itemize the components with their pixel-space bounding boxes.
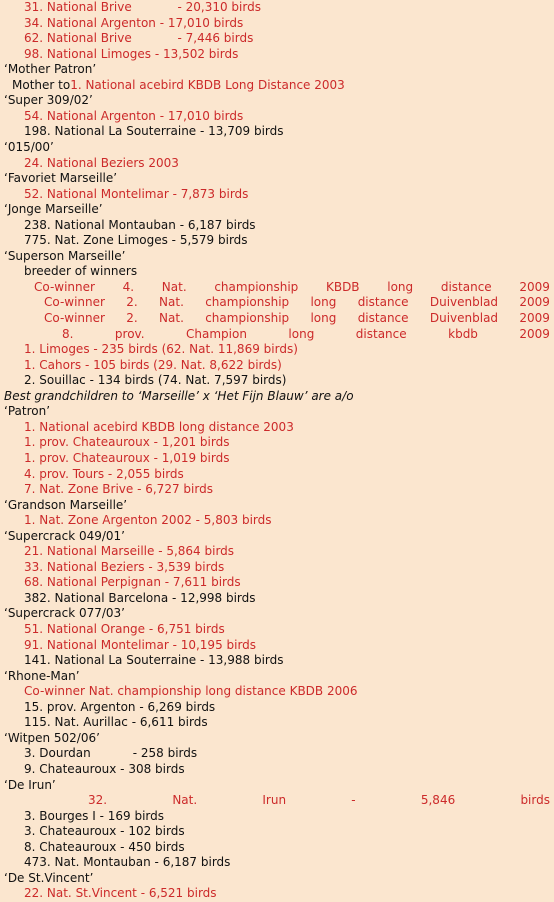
result-line bbox=[24, 824, 554, 840]
result-line bbox=[24, 218, 554, 234]
result-text: 8. Chateauroux - 450 birds bbox=[24, 839, 185, 854]
result-text: 473. Nat. Montauban - 6,187 birds bbox=[24, 855, 231, 870]
result-word: Nat. bbox=[161, 279, 187, 294]
pigeon-name-heading bbox=[4, 171, 554, 187]
result-word: 2. bbox=[126, 311, 138, 325]
result-text: Co-winner Nat. championship long distance KBDB 2006 bbox=[24, 684, 358, 699]
result-text: ‘Favoriet Marseille’ bbox=[4, 171, 118, 186]
result-text: ‘Mother Patron’ bbox=[4, 62, 97, 77]
result-word: Irun bbox=[262, 793, 287, 808]
result-text: 1. prov. Chateauroux - 1,201 birds bbox=[24, 435, 230, 450]
result-line bbox=[24, 109, 554, 125]
result-word: 4. bbox=[122, 279, 135, 294]
result-text: 3. Bourges I - 169 birds bbox=[24, 808, 164, 823]
result-line bbox=[24, 575, 554, 591]
result-line bbox=[24, 16, 554, 32]
result-line bbox=[24, 435, 554, 451]
result-word: 5,846 bbox=[420, 793, 456, 808]
result-text: 141. National La Souterraine - 13,988 birds bbox=[24, 653, 284, 668]
result-line bbox=[24, 264, 554, 280]
result-word: 2009 bbox=[519, 311, 550, 325]
result-text: 62. National Brive - 7,446 birds bbox=[24, 31, 254, 46]
result-word: Nat. bbox=[159, 311, 184, 325]
result-text: 7. Nat. Zone Brive - 6,727 birds bbox=[24, 482, 213, 497]
result-line bbox=[24, 544, 554, 560]
result-text: 382. National Barcelona - 12,998 birds bbox=[24, 590, 256, 605]
result-line bbox=[24, 467, 554, 483]
result-word: long bbox=[288, 326, 315, 341]
result-text: 33. National Beziers - 3,539 birds bbox=[24, 559, 225, 574]
result-text: 2. Souillac - 134 birds (74. Nat. 7,597 birds) bbox=[24, 373, 287, 388]
result-text: 9. Chateauroux - 308 birds bbox=[24, 761, 185, 776]
result-text: ‘Witpen 502/06’ bbox=[4, 730, 100, 745]
result-text: 24. National Beziers 2003 bbox=[24, 155, 179, 170]
result-word: Co-winner bbox=[34, 279, 95, 294]
result-word: KBDB bbox=[325, 279, 360, 294]
result-line bbox=[44, 311, 550, 327]
pigeon-name-heading bbox=[4, 404, 554, 420]
result-text: 1. Nat. Zone Argenton 2002 - 5,803 birds bbox=[24, 513, 272, 528]
result-line bbox=[34, 280, 550, 296]
result-line bbox=[24, 420, 554, 436]
result-line bbox=[24, 47, 554, 63]
result-word: championship bbox=[205, 311, 290, 325]
result-line bbox=[24, 0, 554, 16]
pigeon-name-heading bbox=[4, 62, 554, 78]
result-word: Duivenblad bbox=[429, 311, 499, 325]
result-text: 31. National Brive - 20,310 birds bbox=[24, 0, 261, 14]
result-text: 1. Cahors - 105 birds (29. Nat. 8,622 birds) bbox=[24, 357, 282, 372]
result-line bbox=[44, 295, 550, 311]
result-text: ‘Supercrack 077/03’ bbox=[4, 606, 125, 621]
result-line bbox=[24, 342, 554, 358]
pigeon-name-heading bbox=[4, 778, 554, 794]
result-text: 1. Limoges - 235 birds (62. Nat. 11,869 birds) bbox=[24, 342, 298, 357]
pigeon-name-heading bbox=[4, 606, 554, 622]
result-line bbox=[88, 793, 550, 809]
result-word: 2. bbox=[126, 295, 138, 310]
result-line bbox=[24, 622, 554, 638]
result-word: prov. bbox=[114, 326, 145, 341]
result-prefix: Mother to bbox=[12, 77, 71, 92]
result-word: 2009 bbox=[519, 279, 550, 294]
result-word: championship bbox=[214, 279, 299, 294]
result-line bbox=[24, 358, 554, 374]
result-line bbox=[62, 327, 550, 343]
result-text: 22. Nat. St.Vincent - 6,521 birds bbox=[24, 886, 217, 901]
result-word: 2009 bbox=[519, 295, 550, 310]
result-text: 52. National Montelimar - 7,873 birds bbox=[24, 186, 249, 201]
result-line bbox=[24, 700, 554, 716]
result-word: distance bbox=[355, 326, 407, 341]
result-line bbox=[24, 560, 554, 576]
result-text: 34. National Argenton - 17,010 birds bbox=[24, 15, 244, 30]
result-line bbox=[24, 840, 554, 856]
result-line bbox=[24, 31, 554, 47]
pigeon-name-heading bbox=[4, 249, 554, 265]
result-word: Duivenblad bbox=[429, 295, 499, 310]
result-line bbox=[24, 638, 554, 654]
result-line bbox=[24, 124, 554, 140]
result-line bbox=[24, 187, 554, 203]
result-text: breeder of winners bbox=[24, 264, 138, 279]
result-line bbox=[24, 715, 554, 731]
result-line bbox=[24, 451, 554, 467]
result-line bbox=[24, 809, 554, 825]
result-line bbox=[24, 513, 554, 529]
result-text: 775. Nat. Zone Limoges - 5,579 birds bbox=[24, 233, 248, 248]
result-word: Co-winner bbox=[44, 295, 105, 310]
result-line bbox=[24, 855, 554, 871]
pigeon-name-heading bbox=[4, 140, 554, 156]
result-word: 32. bbox=[88, 793, 108, 808]
result-line bbox=[24, 653, 554, 669]
result-text: ‘De St.Vincent’ bbox=[4, 870, 94, 885]
result-line bbox=[24, 762, 554, 778]
result-text: 51. National Orange - 6,751 birds bbox=[24, 622, 225, 636]
result-text: ‘015/00’ bbox=[4, 139, 54, 154]
result-text: ‘Jonge Marseille’ bbox=[4, 202, 103, 217]
result-word: birds bbox=[520, 793, 550, 808]
pigeon-name-heading bbox=[4, 202, 554, 218]
result-text: 68. National Perpignan - 7,611 birds bbox=[24, 575, 241, 590]
result-text: ‘Super 309/02’ bbox=[4, 93, 93, 108]
pigeon-name-heading bbox=[4, 669, 554, 685]
pigeon-name-heading bbox=[4, 871, 554, 887]
result-line bbox=[24, 591, 554, 607]
result-word: 8. bbox=[62, 326, 74, 341]
result-text: 4. prov. Tours - 2,055 birds bbox=[24, 466, 184, 481]
result-word: kbdb bbox=[448, 326, 478, 341]
result-text: 15. prov. Argenton - 6,269 birds bbox=[24, 699, 216, 714]
result-text: 198. National La Souterraine - 13,709 birds bbox=[24, 124, 284, 139]
result-line bbox=[24, 684, 554, 700]
result-text: 1. prov. Chateauroux - 1,019 birds bbox=[24, 450, 230, 465]
result-word: - bbox=[351, 793, 356, 808]
result-word: distance bbox=[440, 279, 492, 294]
pigeon-name-heading bbox=[4, 731, 554, 747]
result-text: ‘Patron’ bbox=[4, 404, 51, 419]
result-text: 98. National Limoges - 13,502 birds bbox=[24, 46, 239, 61]
result-word: Nat. bbox=[172, 793, 198, 808]
result-word: championship bbox=[205, 295, 290, 310]
result-text: 21. National Marseille - 5,864 birds bbox=[24, 544, 235, 559]
result-word: long bbox=[387, 279, 414, 294]
result-word: long bbox=[310, 295, 337, 310]
result-word: Co-winner bbox=[44, 311, 105, 325]
result-text: 1. National acebird KBDB Long Distance 2003 bbox=[70, 77, 345, 92]
result-line bbox=[24, 482, 554, 498]
result-word: distance bbox=[357, 311, 409, 325]
result-text: 115. Nat. Aurillac - 6,611 birds bbox=[24, 715, 208, 730]
result-text: 91. National Montelimar - 10,195 birds bbox=[24, 637, 257, 652]
result-text: 3. Dourdan - 258 birds bbox=[24, 746, 198, 761]
result-text: ‘Superson Marseille’ bbox=[4, 248, 126, 263]
result-text: ‘Supercrack 049/01’ bbox=[4, 528, 125, 543]
pigeon-name-heading bbox=[4, 529, 554, 545]
result-text: ‘De Irun’ bbox=[4, 777, 56, 792]
result-text: 1. National acebird KBDB long distance 2003 bbox=[24, 419, 294, 434]
pigeon-name-heading bbox=[4, 389, 554, 405]
result-line bbox=[24, 746, 554, 762]
result-line bbox=[12, 78, 554, 94]
result-line bbox=[24, 373, 554, 389]
result-text: ‘Rhone-Man’ bbox=[4, 668, 80, 683]
result-line bbox=[24, 156, 554, 172]
result-text: 238. National Montauban - 6,187 birds bbox=[24, 217, 256, 232]
result-line bbox=[24, 233, 554, 249]
result-text: 3. Chateauroux - 102 birds bbox=[24, 824, 185, 839]
result-text: Best grandchildren to ‘Marseille’ x ‘Het Fijn Blauw’ are a/o bbox=[4, 388, 354, 403]
result-word: 2009 bbox=[519, 326, 550, 341]
result-word: Nat. bbox=[159, 295, 184, 310]
result-text: ‘Grandson Marseille’ bbox=[4, 497, 128, 512]
pigeon-name-heading bbox=[4, 498, 554, 514]
result-word: long bbox=[310, 311, 337, 325]
result-word: distance bbox=[357, 295, 409, 310]
result-text: 54. National Argenton - 17,010 birds bbox=[24, 108, 244, 123]
pigeon-name-heading bbox=[4, 93, 554, 109]
result-word: Champion bbox=[186, 326, 247, 341]
